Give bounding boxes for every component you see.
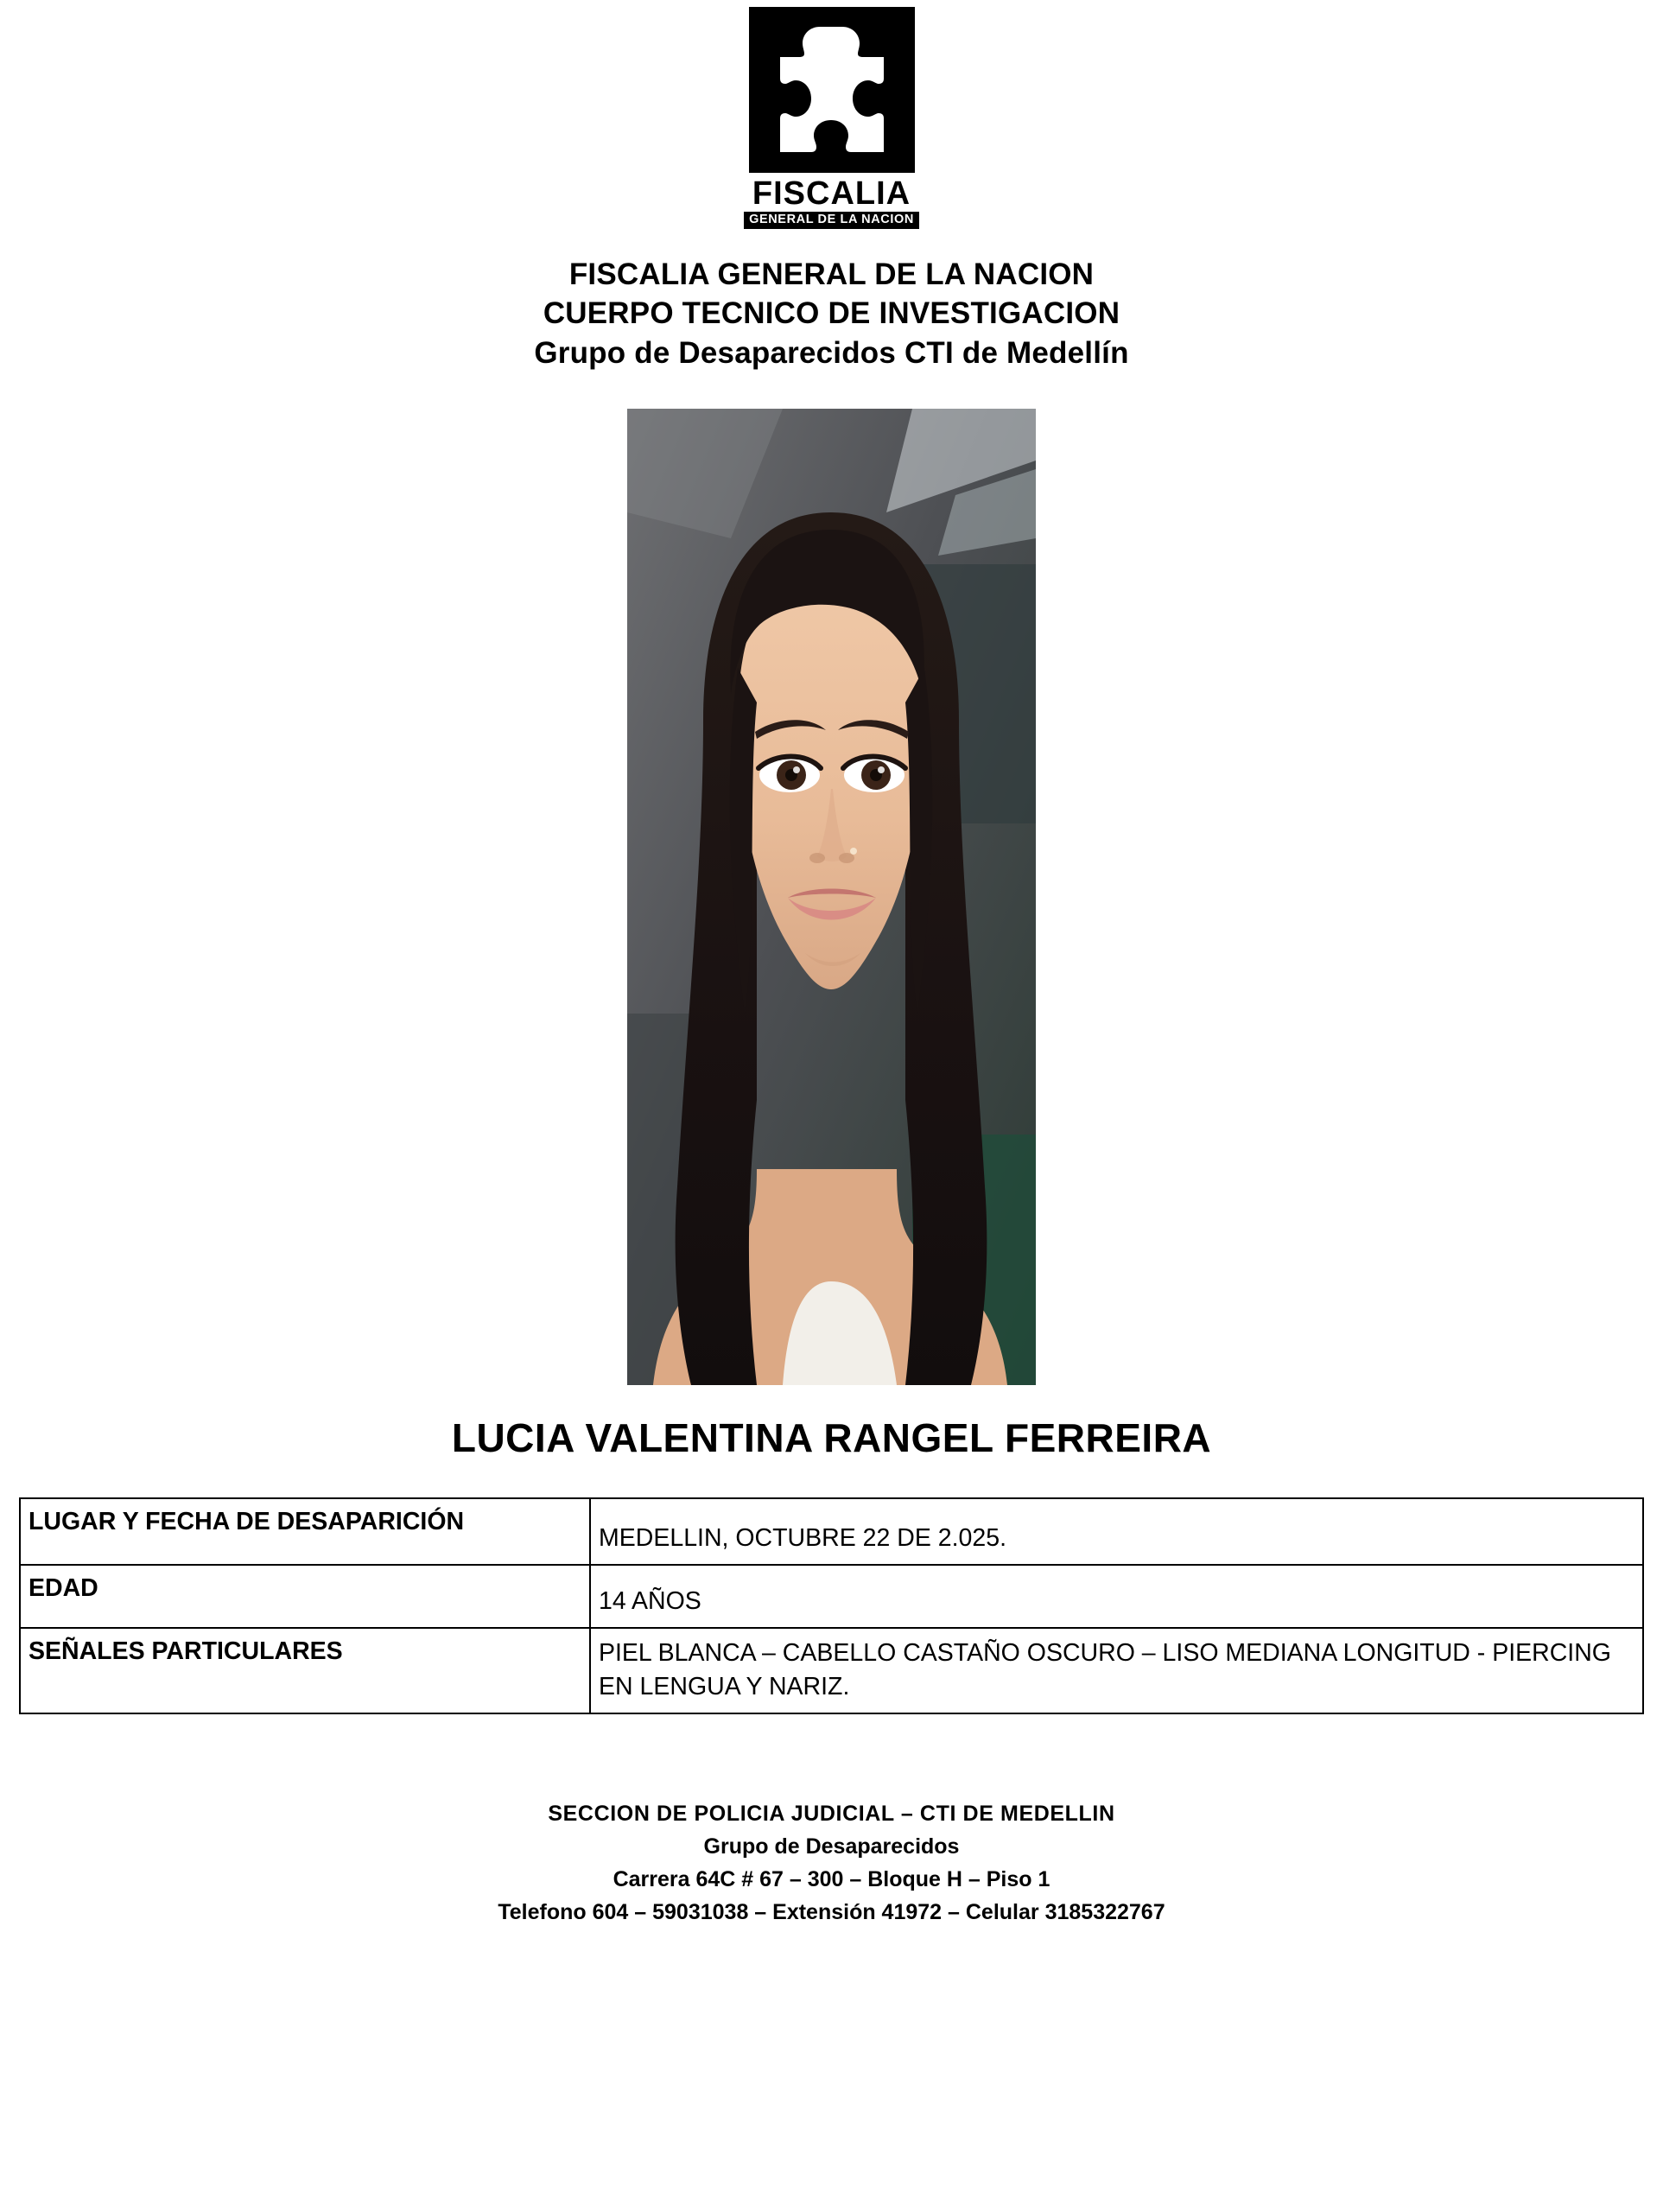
row-value-senales-particulares: PIEL BLANCA – CABELLO CASTAÑO OSCURO – LISO MEDIANA LONGITUD - PIERCING EN LENGUA Y NARIZ.: [590, 1628, 1643, 1713]
row-value-lugar-fecha: MEDELLIN, OCTUBRE 22 DE 2.025.: [590, 1498, 1643, 1565]
puzzle-piece-icon: [749, 7, 915, 173]
table-row: [20, 1565, 1643, 1628]
footer-line-3: Carrera 64C # 67 – 300 – Bloque H – Piso 1: [613, 1866, 1050, 1891]
row-label-lugar-fecha: LUGAR Y FECHA DE DESAPARICIÓN: [20, 1498, 590, 1565]
heading-line-2: CUERPO TECNICO DE INVESTIGACION: [543, 296, 1120, 330]
person-name: LUCIA VALENTINA RANGEL FERREIRA: [451, 1415, 1212, 1460]
footer-line-2: Grupo de Desaparecidos: [703, 1834, 960, 1859]
missing-person-details-table: [19, 1497, 1644, 1714]
missing-person-photo: [627, 409, 1036, 1385]
row-value-edad: 14 AÑOS: [590, 1565, 1643, 1628]
logo-subtitle: GENERAL DE LA NACION: [744, 212, 919, 229]
heading-line-1: FISCALIA GENERAL DE LA NACION: [568, 257, 1095, 291]
logo-title: FISCALIA: [752, 175, 911, 212]
document-heading: [0, 255, 1663, 373]
footer-line-4: Telefono 604 – 59031038 – Extensión 41972 – Celular 3185322767: [498, 1899, 1165, 1924]
row-label-edad: EDAD: [20, 1565, 590, 1628]
heading-line-3: Grupo de Desaparecidos CTI de Medellín: [534, 335, 1129, 370]
table-row: [20, 1498, 1643, 1565]
table-row: [20, 1628, 1643, 1713]
fiscalia-logo: [0, 0, 1663, 229]
footer-line-1: SECCION DE POLICIA JUDICIAL – CTI DE MEDELLIN: [548, 1801, 1115, 1826]
document-footer: [0, 1797, 1663, 1951]
row-label-senales-particulares: SEÑALES PARTICULARES: [20, 1628, 590, 1713]
photo-container: [0, 409, 1663, 1385]
